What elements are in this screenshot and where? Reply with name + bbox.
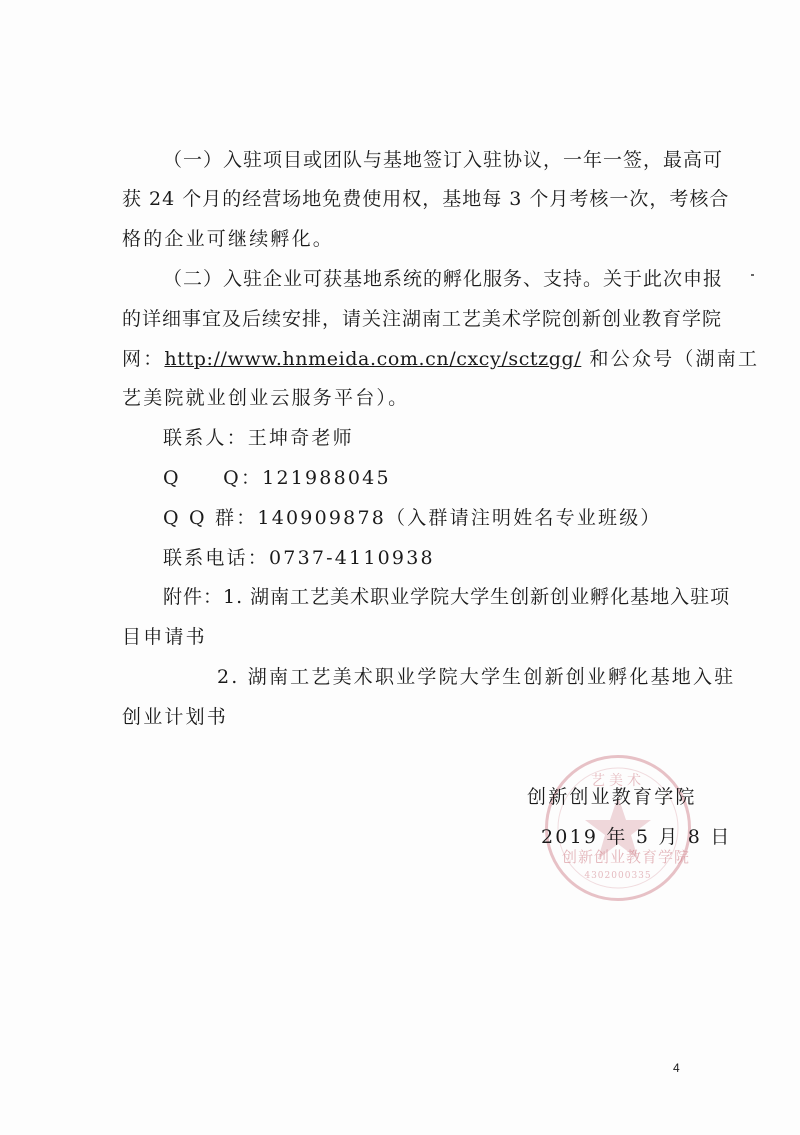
attachment2-line2: 创业计划书 [122, 706, 229, 728]
para2-line2: 的详细事宜及后续安排，请关注湖南工艺美术学院创新创业教育学院 [122, 308, 723, 330]
para1-line2: 获 24 个月的经营场地免费使用权，基地每 3 个月考核一次，考核合 [122, 188, 730, 210]
contact-phone: 联系电话：0737-4110938 [163, 547, 435, 569]
attachment1-line2: 目申请书 [122, 626, 207, 648]
scan-speck [751, 274, 754, 276]
para2-line3-prefix: 网： [122, 348, 165, 370]
para2-line3-suffix: 和公众号（湖南工 [581, 348, 760, 370]
seal-number: 4302000335 [584, 871, 652, 881]
seal-bottom-text: 创新创业教育学院 [562, 848, 691, 866]
website-link[interactable]: http://www.hnmeida.com.cn/cxcy/sctzgg/ [164, 348, 582, 370]
attachment1-line1: 附件：1. 湖南工艺美术职业学院大学生创新创业孵化基地入驻项 [163, 586, 731, 608]
contact-qq-group: Q Q 群：140909878（入群请注明姓名专业班级） [163, 507, 662, 529]
attachment2-line1: 2. 湖南工艺美术职业学院大学生创新创业孵化基地入驻 [217, 666, 736, 688]
para1-line3: 格的企业可继续孵化。 [122, 228, 335, 250]
para2-line3 [122, 346, 759, 372]
signature-org: 创新创业教育学院 [527, 786, 697, 808]
contact-qq: Q Q：121988045 [163, 467, 391, 489]
para2-line4: 艺美院就业创业云服务平台）。 [122, 387, 410, 409]
signature-date: 2019 年 5 月 8 日 [541, 826, 732, 848]
page-number: 4 [673, 1061, 680, 1075]
contact-person: 联系人：王坤奇老师 [163, 427, 354, 449]
para1-line1: （一）入驻项目或团队与基地签订入驻协议，一年一签，最高可 [163, 149, 724, 171]
seal-top-text: 艺美术 [591, 773, 645, 789]
para2-line1: （二）入驻企业可获基地系统的孵化服务、支持。关于此次申报 [163, 268, 724, 290]
